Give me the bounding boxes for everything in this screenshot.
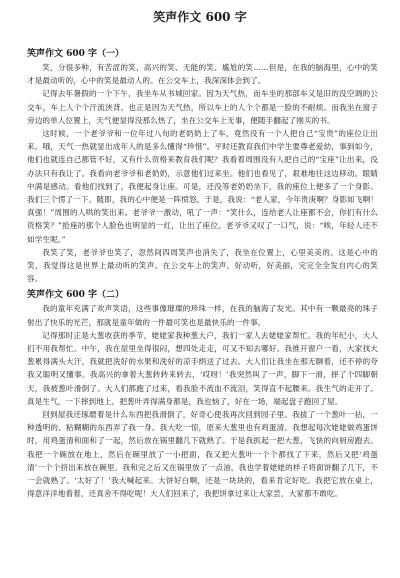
paragraph: 记得那时正是大葱收获的季节，姥姥家我种葱大户，我们一家人去姥姥家帮忙。我的年纪小，大人们不用我帮忙。中午，我在屋里坐得很闷，想四处走走，可又不知去哪好。我推开窗户一看，大家找大葱累得满头大汗，我就把洗好的水果和洗好的凉手绢送了过去。大人们让我坐在那无聊着，还不停的夸我又聪明又懂事。我高兴的拿着大葱转转来转去，‘哎呀！’我突然叫了一声，脚下一滑，摔了个四脚朝天，我被葱叶滑倒了。大人们都跑了过来，看我脸不流血不流泪，笑得直不起腰来。我生气的走开了。真是生气，一下摔到地上，把葱叶弄得满身都是，我也恼了，好在一场，端起盘子跑回了屋。 [27,330,378,406]
paragraph: 我笑了笑，老爷爷也笑了，忽然间四周笑声也消失了，我坐在位置上，心里美美的。这是心中的笑，我觉得这是世界上最动听的笑声。在公交车上的笑声，好动听，好美丽，完完全全发自内心的笑容。 [27,247,378,284]
paragraph: 我的童年充满了欢声笑语，这些事像璀璨的珍珠一样，在我的脑海了发光。其中有一颗最亮的珠子射出了快乐的光芒，那就是童年做的一件最可笑也是最快乐的一件事。 [27,304,378,327]
section-one [27,48,378,285]
paragraph: 回到屋我还琢磨着是什么东西把我滑倒了，好奇心使我再次回到园子里。我拔了一个葱叶一拈，一种透明的、粘糊糊的东西弄了我一身。我大吃一惊，原来大葱里也有鸡蛋清。我想起每次姥姥做鸡蛋饼时，用鸡蛋清和面和了一起，然后放在锅里翻几下就熟了。于是我抓起一把大葱，飞快的向厨房跑去。我把一个碗放在地上，然后在碗里放了一小把面，我又把大葱叶一个个都找了下来，然后又把‘鸡蛋清’一个个挤出来放在碗里。我和完之后又在锅里放了一点油，我也学着姥姥的样子将面饼翻了几下，不一会就熟了。‘太好了！’我大喊起来。大饼好白啊，还是一块块的，看来肯定好吃。我把它放在桌上，得意洋洋地看着，还真舍不得吃呢！大人们回来了，我把饼拿过来让大家尝，大家都不敢吃。 [27,410,378,499]
paragraph: 笑，分很多种，有苦涩的笑、高兴的笑、无能的笑、尴尬的笑……但是，在我的脑海里，心中的笑才是最动听的，心中的笑是最动人的。在公交车上，我深深体会到了。 [27,63,378,86]
paragraph: 记得去年暑假的一个下午，我坐车从书城回家。因为天气热，而车坐的那部车又是旧的没空调的公交车，车上人个个汗流浃背。也正是因为天气热，所以车上的人个个都是一脸的不耐烦。而我坐在窗子旁边的单人位置上，天气便显得没那么热了，坐在公交车上无事，便随手翻起了刚买的书。 [27,89,378,125]
section-heading: 笑声作文 600 字（二） [27,290,125,301]
document-body [27,48,378,578]
section-heading: 笑声作文 600 字（一） [27,49,125,59]
section-two [27,289,378,500]
paragraph: 这时候，一个老爷爷和一位年过八旬的老奶奶上了车，竟然没有一个人把自己“宝贵”的座位让出来。哦，天气一热就显出成年人的是多么懂得“珍惜”。平时还教育我们中学生要尊老爱幼，事到如今，他们也就连自己都管不好，又有什么资格来教育我们呢？我看着周围没有人把自己的“宝座”让出来，没办法只有我让了。我看向老爷爷和老奶奶，示意他们过来坐。他们也看见了，艰难地往这边移动。眼睛中满是感动。看他们找到了，我便起身让座。可是，还没等老奶奶坐下，我的座位上便多了一个身影。我们三个愣了一下。随即，我的心中便是一阵愤怒。于是，我说：“老人家，今年贵庚啊？身影如飞啊！真强！”周围的人哄的笑出来。老爷爷一激动，吼了一声：“笑什么，连给老人让座都不会，你们有什么资格笑？”抢座的那个人脸色也明显的一红，让出了座位。老爷爷又叹了一口气，说：“唉，年轻人还不如学生呢。” [27,129,378,244]
page-title: 笑声作文 600 字 [153,10,247,24]
